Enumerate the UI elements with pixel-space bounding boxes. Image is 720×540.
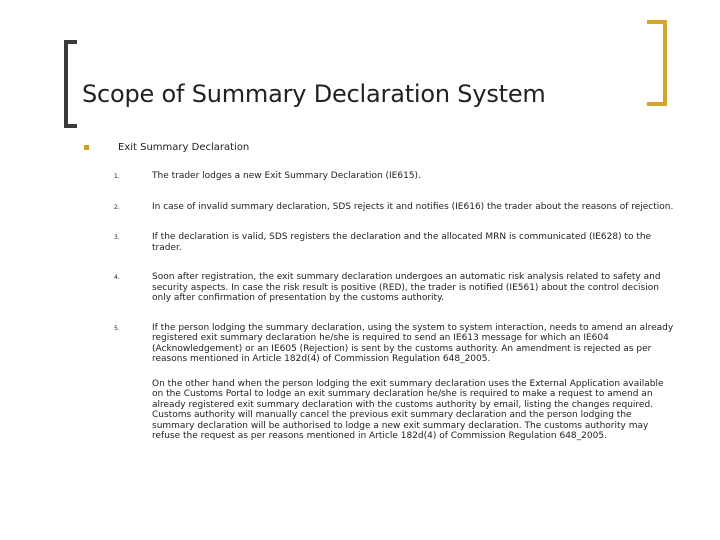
list-item xyxy=(114,171,674,183)
list-item-number: 1. xyxy=(114,173,120,180)
list-item-number: 4. xyxy=(114,274,120,281)
bullet-exit-summary-declaration: Exit Summary Declaration xyxy=(118,142,250,153)
list-item xyxy=(114,232,674,253)
title-bracket-left xyxy=(64,40,77,128)
list-item-text: Soon after registration, the exit summary declaration undergoes an automatic risk analysis related to safety and security aspects. In case the risk result is positive (RED), the trader is notified (IE561) about the control decision only after confirmation of presentation by the customs authority. xyxy=(152,272,661,303)
continuation-paragraph: On the other hand when the person lodging the exit summary declaration uses the External Application available on the Customs Portal to lodge an exit summary declaration he/she is required to make a request to amend an already registered exit summary declaration with the customs authority by email, listing the changes required. Customs authority will manually cancel the previous exit summary declaration and the person lodging the summary declaration will be authorised to lodge a new exit summary declaration. The customs authority may refuse the request as per reasons mentioned in Article 182d(4) of Commission Regulation 648_2005. xyxy=(152,378,664,441)
bullet-square-icon xyxy=(84,145,89,150)
list-item xyxy=(114,272,674,304)
list-item-number: 3. xyxy=(114,234,120,241)
list-item-text: If the person lodging the summary declaration, using the system to system interaction, needs to amend an already registered exit summary declaration he/she is required to send an IE613 message for which an IE604 (Acknowledgement) or an IE605 (Rejection) is sent by the customs authority. An amendment is rejected as per reasons mentioned in Article 182d(4) of Commission Regulation 648_2005. xyxy=(152,322,674,364)
list-item xyxy=(114,323,674,365)
list-item-number: 5. xyxy=(114,324,120,332)
numbered-list xyxy=(114,171,674,442)
list-item xyxy=(114,202,674,214)
list-item-text: In case of invalid summary declaration, SDS rejects it and notifies (IE616) the trader about the reasons of rejection. xyxy=(152,201,674,212)
list-item-number: 2. xyxy=(114,203,120,211)
slide-title: Scope of Summary Declaration System xyxy=(82,80,546,108)
title-bracket-right xyxy=(647,20,667,106)
list-item-text: The trader lodges a new Exit Summary Declaration (IE615). xyxy=(152,171,421,181)
list-item-text: If the declaration is valid, SDS registers the declaration and the allocated MRN is communicated (IE628) to the trader. xyxy=(152,232,652,253)
